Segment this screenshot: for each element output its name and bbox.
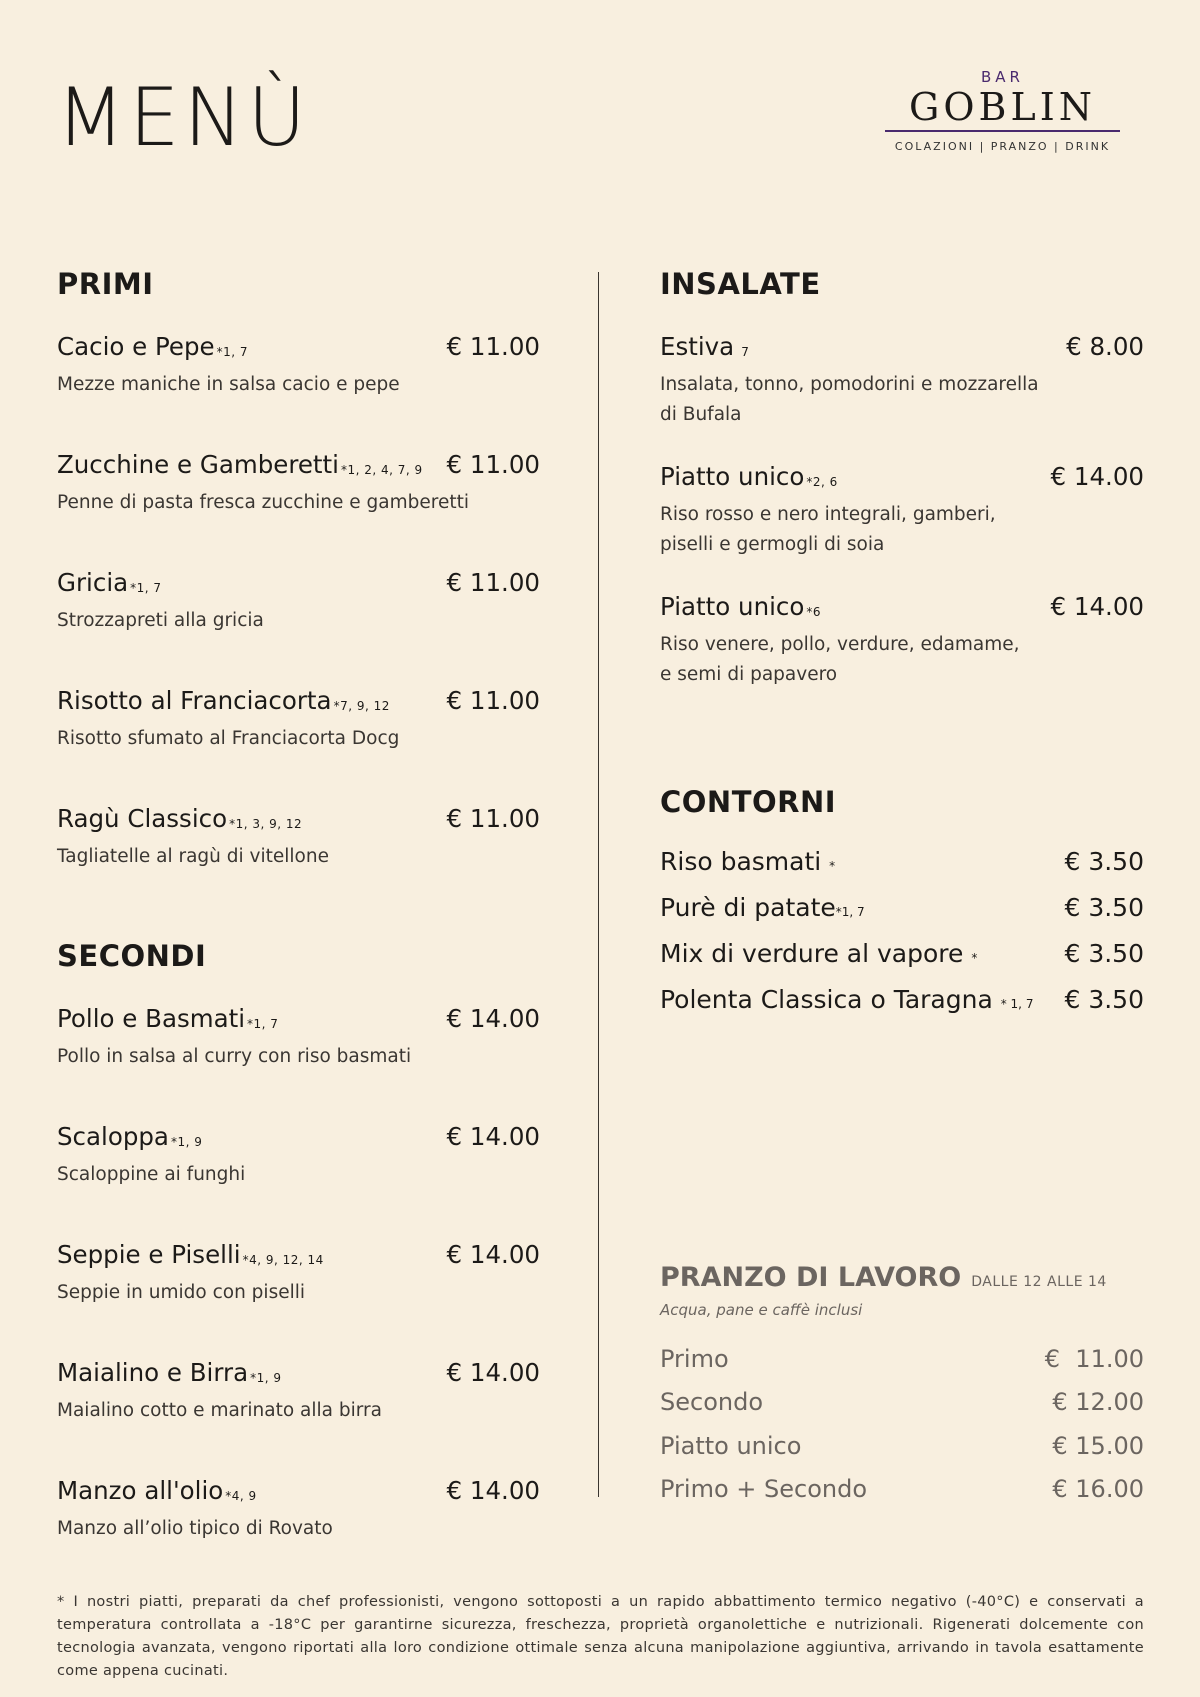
menu-item — [660, 592, 1144, 690]
item-price: € 11.00 — [446, 804, 540, 833]
section-title-insalate: INSALATE — [660, 267, 821, 301]
item-description — [660, 370, 1144, 430]
item-description — [660, 630, 1144, 690]
item-description: Scaloppine ai funghi — [57, 1164, 246, 1185]
item-allergens: *1, 7 — [216, 345, 249, 359]
section-primi — [57, 267, 540, 872]
item-name: Piatto unico — [660, 1431, 802, 1460]
item-description-line: piselli e germogli di soia — [660, 534, 885, 555]
item-name: Maialino e Birra — [57, 1358, 249, 1387]
item-price: € 14.00 — [1050, 592, 1144, 621]
menu-item — [660, 332, 1144, 430]
item-price: € 16.00 — [1052, 1475, 1144, 1504]
item-description-line: di Bufala — [660, 404, 742, 425]
pranzo-hours: DALLE 12 ALLE 14 — [971, 1274, 1107, 1290]
section-title-primi: PRIMI — [57, 267, 154, 301]
item-description: Maialino cotto e marinato alla birra — [57, 1400, 382, 1421]
pranzo-item — [660, 1424, 1144, 1468]
menu-item — [660, 985, 1144, 1031]
page-title: MENÙ — [56, 71, 310, 164]
pranzo-note: Acqua, pane e caffè inclusi — [660, 1301, 863, 1319]
item-name: Piatto unico — [660, 462, 805, 491]
pranzo-list — [660, 1337, 1144, 1511]
item-description-line: Insalata, tonno, pomodorini e mozzarella — [660, 374, 1039, 395]
menu-item — [660, 462, 1144, 560]
primi-list — [57, 332, 540, 872]
item-name: Manzo all'olio — [57, 1476, 224, 1505]
item-allergens: *1, 9 — [250, 1371, 282, 1385]
section-contorni — [660, 785, 1144, 1031]
item-name: Primo + Secondo — [660, 1475, 868, 1504]
item-price: € 3.50 — [1064, 939, 1144, 968]
menu-item — [57, 1122, 540, 1190]
item-price: € 14.00 — [446, 1476, 540, 1505]
item-price: € 14.00 — [446, 1004, 540, 1033]
item-description-line: e semi di papavero — [660, 664, 838, 685]
item-allergens: *1, 9 — [170, 1135, 203, 1149]
item-allergens: *2, 6 — [806, 475, 838, 489]
item-name: Piatto unico — [660, 592, 805, 621]
insalate-list — [660, 332, 1144, 690]
menu-item — [57, 1476, 540, 1544]
item-description-line: Riso rosso e nero integrali, gamberi, — [660, 504, 996, 525]
item-price: € 11.00 — [446, 686, 540, 715]
item-allergens: * 1, 7 — [1000, 997, 1034, 1011]
pranzo-item — [660, 1468, 1144, 1512]
item-name: Polenta Classica o Taragna — [660, 985, 993, 1014]
menu-item — [660, 893, 1144, 939]
item-description: Risotto sfumato al Franciacorta Docg — [57, 728, 400, 749]
item-price: € 11.00 — [1044, 1344, 1144, 1373]
item-name: Gricia — [57, 568, 129, 597]
section-secondi — [57, 939, 540, 1544]
item-allergens: 7 — [741, 345, 750, 359]
item-allergens: *4, 9 — [225, 1489, 257, 1503]
contorni-list — [660, 847, 1144, 1031]
item-name: Scaloppa — [57, 1122, 169, 1151]
item-name: Secondo — [660, 1388, 764, 1417]
section-insalate — [660, 267, 1144, 690]
item-description: Mezze maniche in salsa cacio e pepe — [57, 374, 400, 395]
item-name: Primo — [660, 1344, 729, 1373]
item-description-line: Riso venere, pollo, verdure, edamame, — [660, 634, 1020, 655]
menu-item — [57, 1358, 540, 1426]
section-title-contorni: CONTORNI — [660, 785, 837, 819]
item-price: € 14.00 — [446, 1240, 540, 1269]
item-price: € 3.50 — [1064, 985, 1144, 1014]
item-name: Riso basmati — [660, 847, 822, 876]
item-price: € 8.00 — [1066, 332, 1144, 361]
item-allergens: *1, 2, 4, 7, 9 — [340, 463, 423, 477]
menu-item — [57, 568, 540, 636]
logo-rule — [885, 130, 1120, 132]
item-description — [660, 500, 1144, 560]
item-price: € 11.00 — [446, 332, 540, 361]
item-allergens: * — [971, 951, 978, 965]
column-divider — [598, 272, 599, 1497]
item-allergens: *1, 3, 9, 12 — [229, 817, 303, 831]
pranzo-item — [660, 1381, 1144, 1425]
menu-item — [57, 1004, 540, 1072]
item-allergens: *1, 7 — [835, 905, 865, 919]
item-price: € 15.00 — [1052, 1431, 1144, 1460]
item-allergens: *1, 7 — [130, 581, 162, 595]
item-description: Penne di pasta fresca zucchine e gamberetti — [57, 492, 470, 513]
item-name: Risotto al Franciacorta — [57, 686, 332, 715]
item-price: € 11.00 — [446, 450, 540, 479]
item-name: Cacio e Pepe — [57, 332, 215, 361]
item-name: Pollo e Basmati — [57, 1004, 246, 1033]
item-name: Zucchine e Gamberetti — [57, 450, 339, 479]
item-allergens: *7, 9, 12 — [333, 699, 390, 713]
section-pranzo-di-lavoro — [660, 1262, 1144, 1511]
item-price: € 14.00 — [1050, 462, 1144, 491]
item-description: Pollo in salsa al curry con riso basmati — [57, 1046, 412, 1067]
item-price: € 11.00 — [446, 568, 540, 597]
menu-item — [57, 686, 540, 754]
item-allergens: *6 — [806, 605, 822, 619]
secondi-list — [57, 1004, 540, 1544]
item-description: Strozzapreti alla gricia — [57, 610, 264, 631]
logo-tagline: COLAZIONI | PRANZO | DRINK — [894, 140, 1111, 153]
item-description: Manzo all’olio tipico di Rovato — [57, 1518, 333, 1539]
item-price: € 3.50 — [1064, 847, 1144, 876]
item-price: € 3.50 — [1064, 893, 1144, 922]
item-price: € 14.00 — [446, 1358, 540, 1387]
item-name: Ragù Classico — [57, 804, 228, 833]
item-allergens: *4, 9, 12, 14 — [242, 1253, 324, 1267]
menu-item — [57, 450, 540, 518]
logo-name: GOBLIN — [909, 85, 1096, 129]
menu-item — [57, 332, 540, 400]
menu-item — [660, 939, 1144, 985]
menu-item — [660, 847, 1144, 893]
item-allergens: * — [829, 859, 836, 873]
bar-goblin-logo — [885, 68, 1120, 153]
footnote: * I nostri piatti, preparati da chef professionisti, vengono sottoposti a un rapido abbattimento termico negativo (-40°C) e conservati a temperatura controllata a -18°C per garantirne sicurezza, freschezza, proprietà organolettiche e nutrizionali. Rigenerati dolcemente con tecnologia avanzata, vengono riportati alla loro condizione ottimale senza alcuna manipolazione aggiuntiva, arrivando in tavola esattamente come appena cucinati. — [57, 1593, 1144, 1679]
item-name: Mix di verdure al vapore — [660, 939, 964, 968]
menu-item — [57, 1240, 540, 1308]
item-description: Seppie in umido con piselli — [57, 1282, 306, 1303]
pranzo-item — [660, 1337, 1144, 1381]
item-name: Seppie e Piselli — [57, 1240, 241, 1269]
item-allergens: *1, 7 — [247, 1017, 279, 1031]
item-price: € 12.00 — [1052, 1388, 1144, 1417]
logo-bar-text: BAR — [981, 68, 1024, 86]
item-name: Estiva — [660, 332, 735, 361]
item-description: Tagliatelle al ragù di vitellone — [57, 846, 329, 867]
item-price: € 14.00 — [446, 1122, 540, 1151]
section-title-secondi: SECONDI — [57, 939, 207, 973]
menu-item — [57, 804, 540, 872]
item-name: Purè di patate — [660, 893, 836, 922]
section-title-pranzo: PRANZO DI LAVORO — [660, 1262, 962, 1293]
